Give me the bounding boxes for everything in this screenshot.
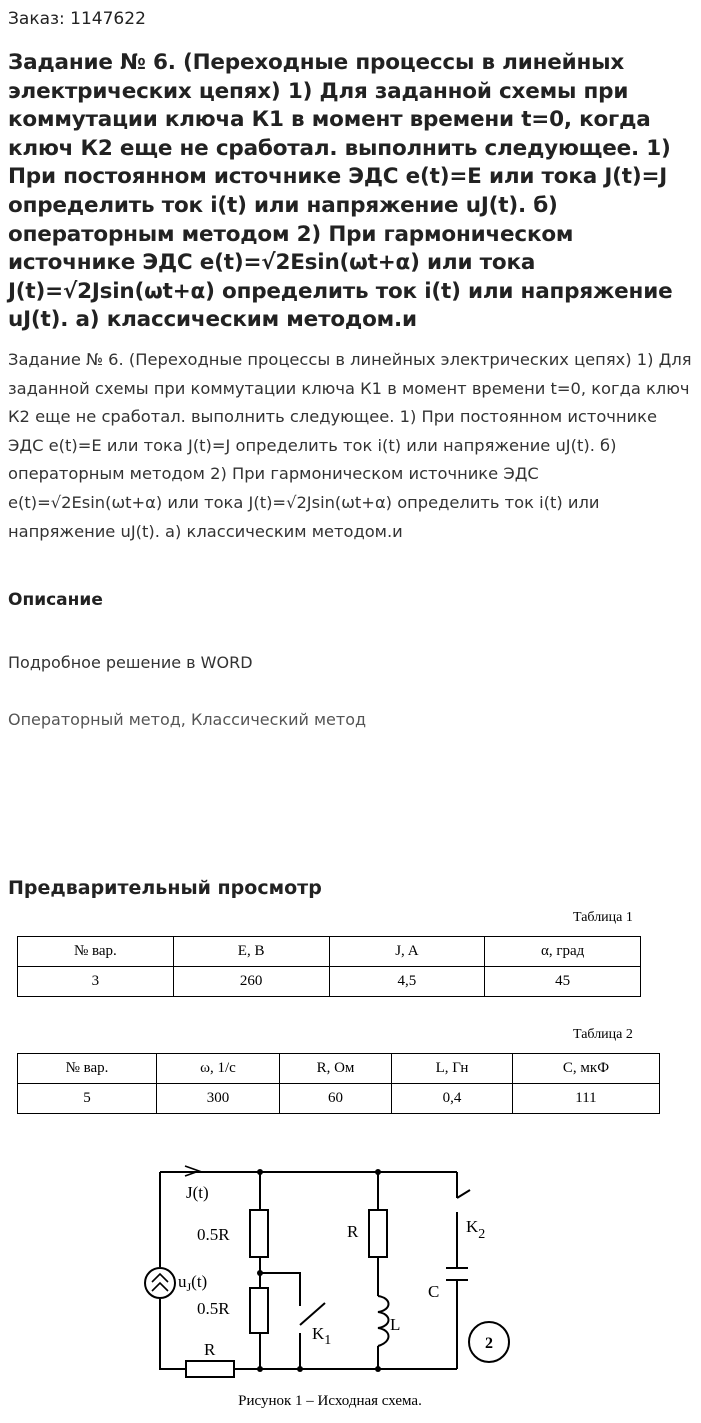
figure-caption: Рисунок 1 – Исходная схема. [238, 1393, 422, 1409]
table-cell: 260 [173, 967, 329, 997]
label-r-branch: R [347, 1222, 359, 1241]
preview-title: Предварительный просмотр [8, 877, 322, 899]
description-text: Подробное решение в WORD [8, 653, 253, 672]
label-k2: $K_2$ [466, 1217, 486, 1242]
table-row [18, 967, 641, 997]
table-header-cell: R, Ом [280, 1054, 392, 1084]
table-header-row [18, 1054, 660, 1084]
description-title: Описание [8, 590, 103, 610]
tags-list[interactable]: Операторный метод, Классический метод [8, 710, 367, 729]
table-cell: 45 [485, 967, 641, 997]
label-k1: $K_1$ [312, 1324, 332, 1348]
table2-caption: Таблица 2 [573, 1027, 633, 1042]
label-inductor: L [390, 1315, 401, 1334]
task-heading: Задание № 6. (Переходные процессы в линейных электрических цепях) 1) Для заданной схемы при коммутации ключа К1 в момент времени t=0, когда ключ К2 еще не сработал. выполнить следующее. 1) При постоянном источнике ЭДС e(t)=E или тока J(t)=J определить ток i(t) или напряжение uJ(t). б) операторным методом 2) При гармоническом источнике ЭДС e(t)=√2Esin(ωt+α) или тока J(t)=√2Jsin(ωt+α) определить ток i(t) или напряжение uJ(t). а) классическим методом.и [8, 50, 673, 333]
table-2 [17, 1053, 660, 1114]
label-J: J(t) [186, 1183, 209, 1202]
table1-caption: Таблица 1 [573, 910, 633, 925]
inductor-icon [378, 1296, 389, 1346]
label-capacitor: C [428, 1282, 440, 1301]
table-cell: 300 [157, 1084, 280, 1114]
table-row [18, 1084, 660, 1114]
table-header-cell: J, A [329, 937, 485, 967]
table-header-cell: С, мкФ [513, 1054, 660, 1084]
table-cell: 0,4 [392, 1084, 513, 1114]
table-cell: 60 [280, 1084, 392, 1114]
table-cell: 4,5 [329, 967, 485, 997]
label-r-bottom: R [204, 1340, 216, 1359]
resistor-bottom [186, 1361, 234, 1377]
table-cell: 111 [513, 1084, 660, 1114]
table-cell: 5 [18, 1084, 157, 1114]
table-header-cell: E, B [173, 937, 329, 967]
capacitor-icon [446, 1268, 468, 1280]
task-body: Задание № 6. (Переходные процессы в линейных электрических цепях) 1) Для заданной схемы при коммутации ключа К1 в момент времени t=0, когда ключ К2 еще не сработал. выполнить следующее. 1) При постоянном источнике ЭДС e(t)=E или тока J(t)=J определить ток i(t) или напряжение uJ(t). б) операторным методом 2) При гармоническом источнике ЭДС e(t)=√2Esin(ωt+α) или тока J(t)=√2Jsin(ωt+α) определить ток i(t) или напряжение uJ(t). а) классическим методом.и [8, 350, 692, 541]
circuit-diagram [140, 1160, 540, 1390]
table-1 [17, 936, 641, 997]
table-header-cell: № вар. [18, 937, 174, 967]
table-header-cell: α, град [485, 937, 641, 967]
table-header-cell: L, Гн [392, 1054, 513, 1084]
label-uJ: $u_J(t)$ [178, 1272, 208, 1294]
label-r-top: 0.5R [197, 1225, 230, 1244]
table-header-cell: № вар. [18, 1054, 157, 1084]
label-r-mid: 0.5R [197, 1299, 230, 1318]
table-header-row [18, 937, 641, 967]
table-header-cell: ω, 1/с [157, 1054, 280, 1084]
resistor-branch [369, 1210, 387, 1257]
order-number: Заказ: 1147622 [8, 9, 146, 29]
table-cell: 3 [18, 967, 174, 997]
resistor-top [250, 1210, 268, 1257]
label-variant: 2 [485, 1335, 493, 1352]
current-source-icon [145, 1268, 175, 1298]
resistor-mid [250, 1288, 268, 1333]
